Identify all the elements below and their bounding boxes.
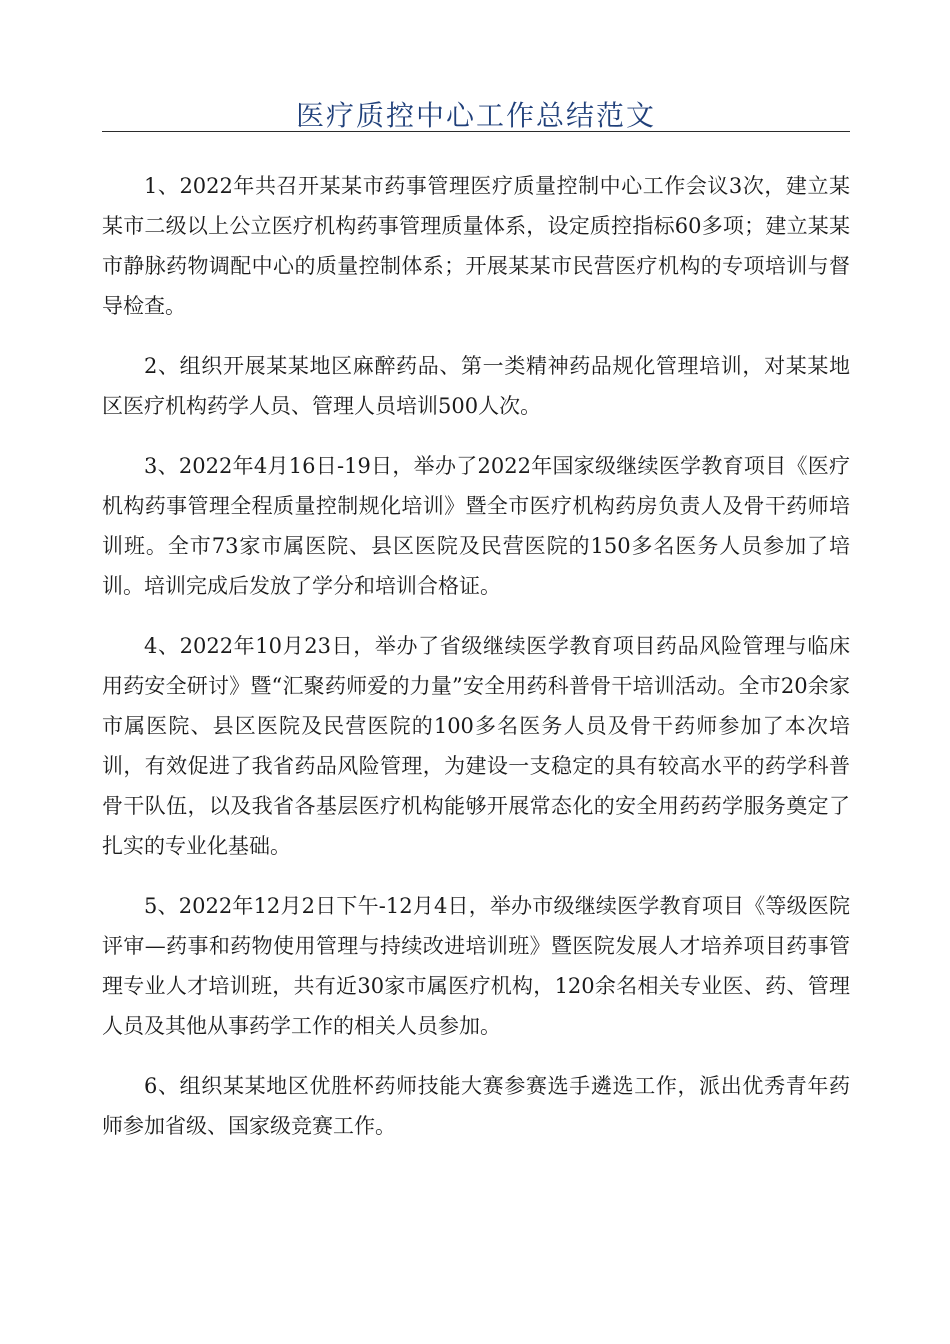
paragraph-4: 4、2022年10月23日，举办了省级继续医学教育项目药品风险管理与临床用药安全研讨》暨“汇聚药师爱的力量”安全用药科普骨干培训活动。全市20余家市属医院、县区医院及民营医院的100多名医务人员及骨干药师参加了本次培训，有效促进了我省药品风险管理，为建设一支稳定的具有较高水平的药学科普骨干队伍，以及我省各基层医疗机构能够开展常态化的安全用药药学服务奠定了扎实的专业化基础。 — [102, 634, 850, 858]
document-title: 医疗质控中心工作总结范文 — [295, 99, 656, 132]
document-body — [102, 166, 850, 1166]
paragraph-5: 5、2022年12月2日下午-12月4日，举办市级继续医学教育项目《等级医院评审—药事和药物使用管理与持续改进培训班》暨医院发展人才培养项目药事管理专业人才培训班，共有近30家市属医疗机构，120余名相关专业医、药、管理人员及其他从事药学工作的相关人员参加。 — [102, 894, 850, 1038]
paragraph-3: 3、2022年4月16日-19日，举办了2022年国家级继续医学教育项目《医疗机构药事管理全程质量控制规化培训》暨全市医疗机构药房负责人及骨干药师培训班。全市73家市属医院、县区医院及民营医院的150多名医务人员参加了培训。培训完成后发放了学分和培训合格证。 — [102, 454, 850, 598]
paragraph-6: 6、组织某某地区优胜杯药师技能大赛参赛选手遴选工作，派出优秀青年药师参加省级、国家级竞赛工作。 — [102, 1074, 850, 1138]
title-underline — [102, 131, 850, 132]
paragraph-2: 2、组织开展某某地区麻醉药品、第一类精神药品规化管理培训，对某某地区医疗机构药学人员、管理人员培训500人次。 — [102, 354, 850, 418]
paragraph-1: 1、2022年共召开某某市药事管理医疗质量控制中心工作会议3次，建立某某市二级以上公立医疗机构药事管理质量体系，设定质控指标60多项；建立某某市静脉药物调配中心的质量控制体系；开展某某市民营医疗机构的专项培训与督导检查。 — [102, 174, 850, 318]
